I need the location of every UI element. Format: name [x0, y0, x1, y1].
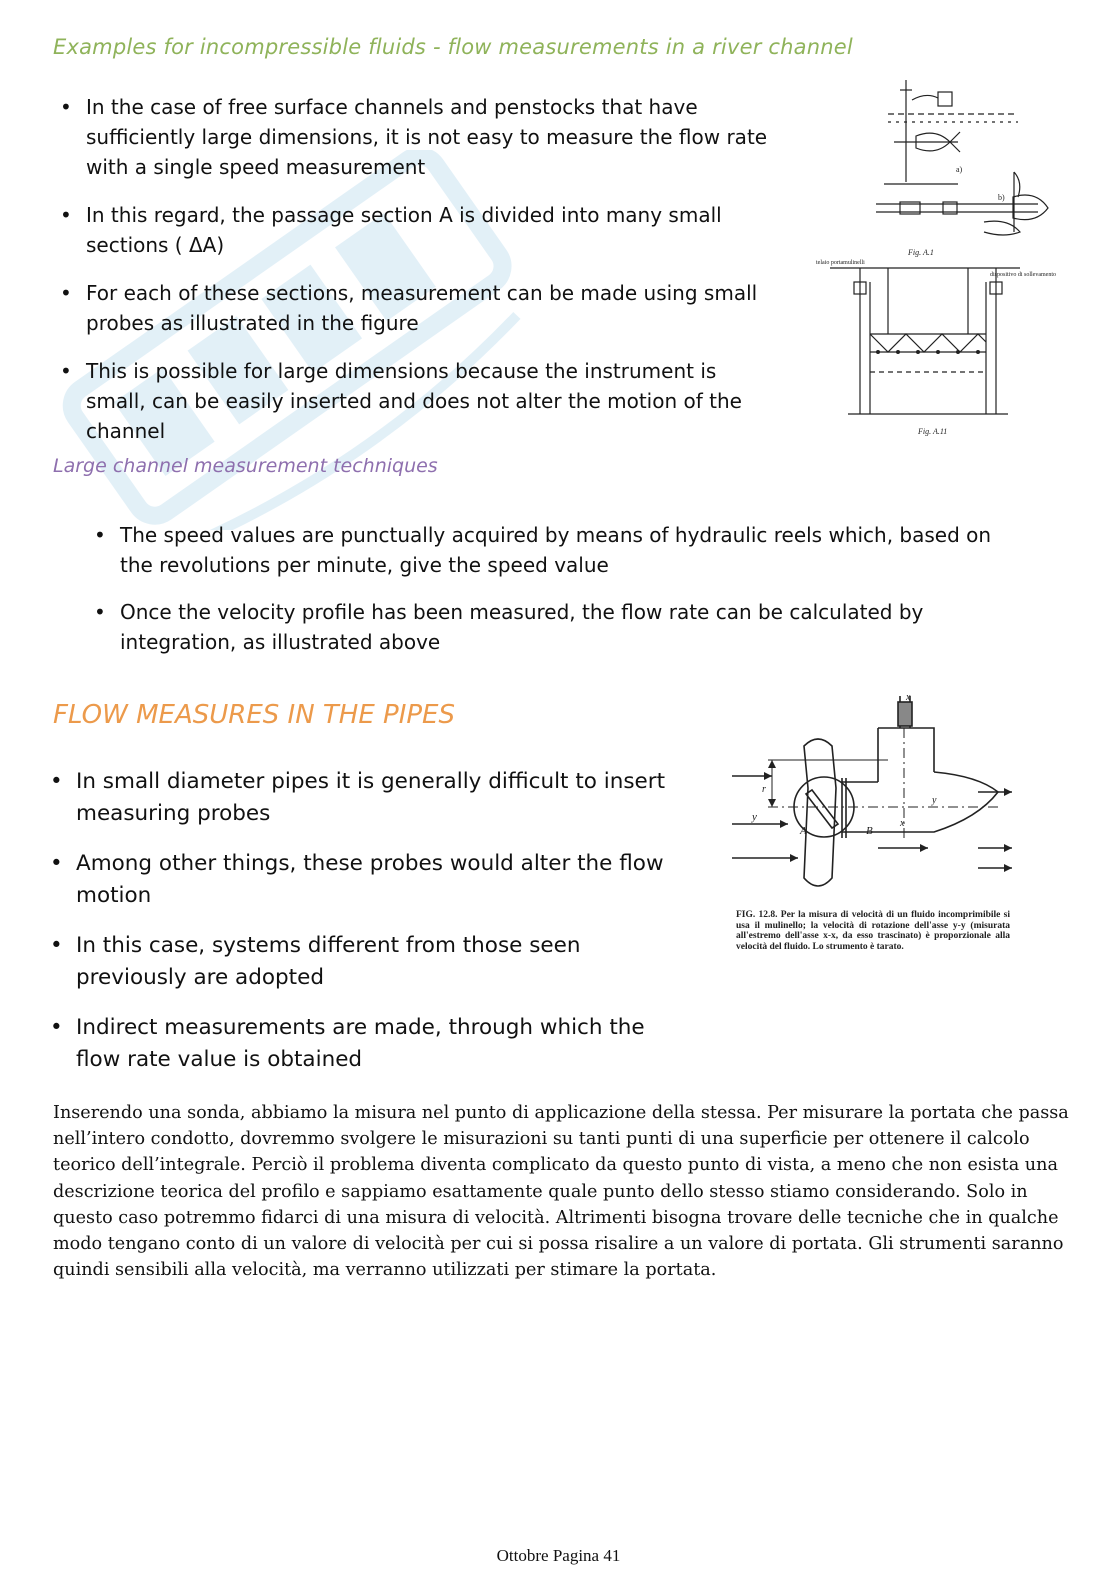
- fig-label-A: A: [800, 825, 807, 837]
- list-item: • In the case of free surface channels and penstocks that have sufficiently large dimensions, it is not easy to measure the flow rate with a single speed measurement: [86, 92, 776, 182]
- fig-label-x-top: x: [906, 692, 911, 703]
- section1-bullet-list: [86, 92, 776, 464]
- fig-label-dispositivo: dispositivo di sollevamento: [990, 272, 1056, 278]
- fig-label-b: b): [998, 193, 1005, 202]
- figure-caption: FIG. 12.8. Per la misura di velocità di un fluido incomprimibile si usa il mulinello; la velocità di rotazione dell'asse y-y (misurata all'estremo dell'asse x-x, da esso trascinato) è proporzionale alla velocità del fluido. Lo strumento è tarato.: [736, 910, 1010, 952]
- list-item: • In small diameter pipes it is generally difficult to insert measuring probes: [76, 766, 686, 830]
- body-paragraph: Inserendo una sonda, abbiamo la misura nel punto di applicazione della stessa. Per misurare la portata che passa nell’intero condotto, dovremmo svolgere le misurazioni su tanti punti di una superficie per ottenere il calcolo teorico dell’integrale. Perciò il problema diventa complicato da questo punto di vista, a meno che non esista una descrizione teorica del profilo e sappiamo esattamente quale punto dello stesso stiamo considerando. Solo in questo caso potremmo fidarci di una misura di velocità. Altrimenti bisogna trovare delle tecniche che in qualche modo tengano conto di un valore di velocità per cui si possa risalire a un valore di portata. Gli strumenti saranno quindi sensibili alla velocità, ma verranno utilizzati per stimare la portata.: [53, 1103, 1069, 1281]
- fig-label-y-right: y: [932, 795, 937, 806]
- section1-title: Examples for incompressible fluids - flow measurements in a river channel: [53, 35, 853, 59]
- list-item: • Among other things, these probes would alter the flow motion: [76, 848, 686, 912]
- section3-bullet-list: [76, 766, 686, 1094]
- list-item: • In this regard, the passage section A is divided into many small sections ( ΔA): [86, 200, 776, 260]
- list-item: • Indirect measurements are made, through which the flow rate value is obtained: [76, 1012, 686, 1076]
- propeller-meter-figure: [728, 688, 1018, 908]
- list-item: • In this case, systems different from those seen previously are adopted: [76, 930, 686, 994]
- section2-bullet-list: [120, 520, 1000, 674]
- section2-title: Large channel measurement techniques: [53, 455, 438, 477]
- fig-label-telaio: telaio portamulinelli: [816, 260, 865, 266]
- list-item: • For each of these sections, measurement can be made using small probes as illustrated in the figure: [86, 278, 776, 338]
- fig-label-x-mid: x: [900, 818, 905, 829]
- fig-label-r: r: [762, 784, 766, 795]
- list-item: • This is possible for large dimensions because the instrument is small, can be easily inserted and does not alter the motion of the channel: [86, 356, 776, 446]
- fig-label-B: B: [866, 825, 873, 837]
- list-item: • The speed values are punctually acquired by means of hydraulic reels which, based on the revolutions per minute, give the speed value: [120, 520, 1000, 580]
- fig-a11-label: Fig. A.11: [918, 427, 948, 436]
- fig-label-y-left: y: [752, 811, 757, 823]
- fig-label-a: a): [956, 165, 963, 174]
- list-item: • Once the velocity profile has been measured, the flow rate can be calculated by integration, as illustrated above: [120, 597, 1000, 657]
- page-footer: Ottobre Pagina 41: [496, 1546, 621, 1565]
- section3-title: FLOW MEASURES IN THE PIPES: [53, 700, 455, 730]
- current-meter-figure: [808, 72, 1073, 442]
- fig-a1-label: Fig. A.1: [908, 248, 934, 257]
